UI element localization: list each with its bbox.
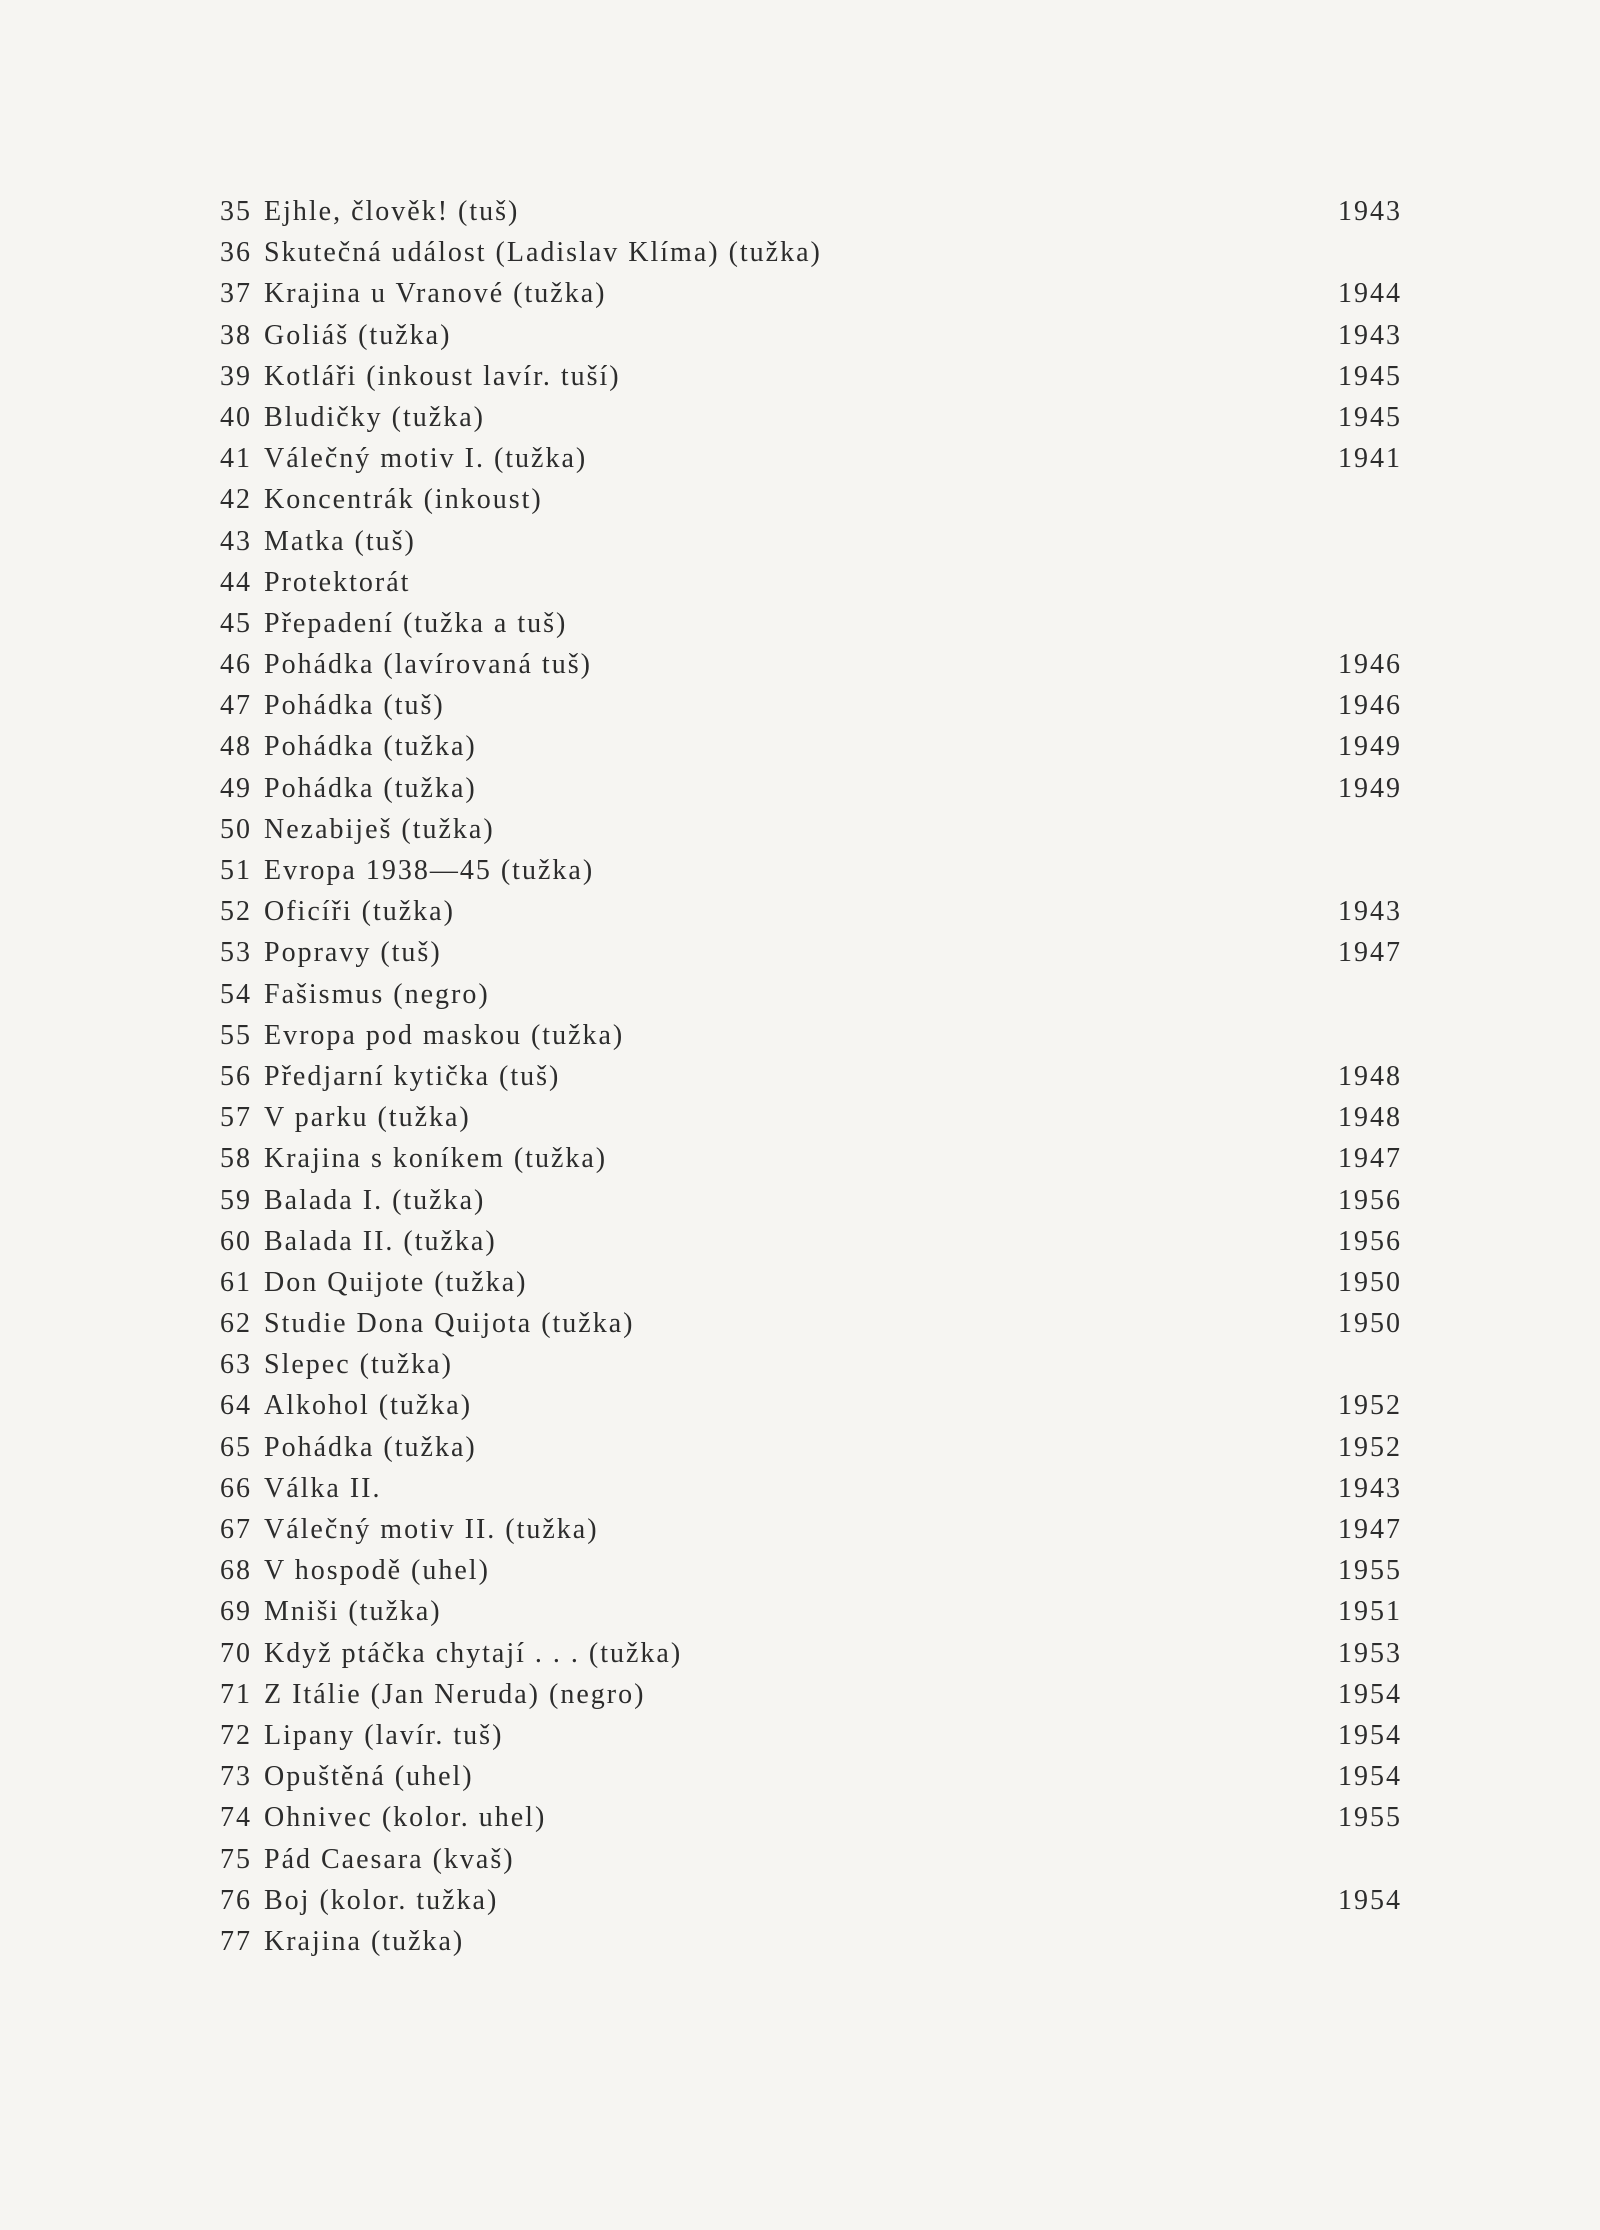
list-item [212, 484, 1412, 525]
entry-title: Alkohol (tužka) [264, 1390, 473, 1422]
entry-number: 63 [220, 1349, 252, 1381]
entry-number: 70 [220, 1637, 252, 1669]
entry-title: Boj (kolor. tužka) [264, 1884, 499, 1916]
list-item [212, 608, 1412, 649]
entry-title: Balada II. (tužka) [264, 1225, 497, 1257]
entry-title: Koncentrák (inkoust) [264, 484, 543, 516]
entry-number: 38 [220, 319, 252, 351]
entry-title: Ejhle, člověk! (tuš) [264, 196, 520, 227]
list-item [212, 1926, 1412, 1967]
entry-number: 47 [220, 690, 252, 722]
entry-number: 75 [220, 1843, 252, 1875]
entry-year: 1955 [1338, 1555, 1402, 1587]
list-item [212, 1349, 1412, 1390]
entry-year: 1952 [1338, 1431, 1402, 1463]
list-item [212, 1802, 1412, 1843]
list-item [212, 196, 1412, 237]
entry-year: 1947 [1338, 1143, 1402, 1175]
entry-year: 1946 [1338, 649, 1402, 681]
list-item [212, 361, 1412, 402]
entry-number: 48 [220, 731, 252, 763]
entry-title: Pád Caesara (kvaš) [264, 1843, 515, 1875]
entry-number: 52 [220, 896, 252, 928]
entry-number: 59 [220, 1184, 252, 1216]
entry-year: 1954 [1338, 1719, 1402, 1751]
entry-number: 39 [220, 360, 252, 392]
list-item [212, 1761, 1412, 1802]
entry-number: 62 [220, 1308, 252, 1340]
entry-year: 1950 [1338, 1308, 1402, 1340]
list-item [212, 278, 1412, 319]
entry-year: 1948 [1338, 1060, 1402, 1092]
list-item [212, 1308, 1412, 1349]
entry-year: 1954 [1338, 1678, 1402, 1710]
entry-title: Popravy (tuš) [264, 937, 442, 969]
entry-title: Pohádka (tuš) [264, 690, 445, 722]
entry-year: 1943 [1338, 896, 1402, 928]
entry-number: 60 [220, 1225, 252, 1257]
entry-number: 49 [220, 772, 252, 804]
list-item [212, 1679, 1412, 1720]
entry-title: Kotláři (inkoust lavír. tuší) [264, 360, 621, 392]
entry-title: V hospodě (uhel) [264, 1555, 490, 1587]
list-item [212, 1390, 1412, 1431]
entry-number: 58 [220, 1143, 252, 1175]
entry-year: 1956 [1338, 1184, 1402, 1216]
entry-number: 56 [220, 1060, 252, 1092]
list-item [212, 1267, 1412, 1308]
entry-number: 42 [220, 484, 252, 516]
list-item [212, 443, 1412, 484]
list-item [212, 1226, 1412, 1267]
list-item [212, 1473, 1412, 1514]
entry-title: Krajina s koníkem (tužka) [264, 1143, 608, 1175]
entry-year: 1943 [1338, 1472, 1402, 1504]
entry-number: 40 [220, 401, 252, 433]
list-item [212, 649, 1412, 690]
entry-year: 1955 [1338, 1802, 1402, 1834]
entry-year: 1949 [1338, 772, 1402, 804]
list-item [212, 1143, 1412, 1184]
entry-number: 72 [220, 1719, 252, 1751]
entry-year: 1944 [1338, 278, 1402, 310]
list-item [212, 937, 1412, 978]
entry-title: Válka II. [264, 1472, 382, 1504]
entry-number: 74 [220, 1802, 252, 1834]
list-item [212, 773, 1412, 814]
entry-number: 51 [220, 855, 252, 886]
entry-number: 76 [220, 1884, 252, 1916]
entry-title: Nezabiješ (tužka) [264, 813, 495, 845]
entry-number: 36 [220, 237, 252, 269]
entry-number: 35 [220, 196, 252, 227]
entry-title: Evropa pod maskou (tužka) [264, 1019, 625, 1051]
entry-year: 1951 [1338, 1596, 1402, 1628]
entry-title: Ohnivec (kolor. uhel) [264, 1802, 547, 1834]
entry-year: 1954 [1338, 1884, 1402, 1916]
entry-number: 44 [220, 566, 252, 598]
entry-year: 1950 [1338, 1266, 1402, 1298]
entry-title: Studie Dona Quijota (tužka) [264, 1308, 635, 1340]
list-item [212, 690, 1412, 731]
entry-title: Když ptáčka chytají . . . (tužka) [264, 1637, 683, 1669]
list-item [212, 1638, 1412, 1679]
entry-title: Pohádka (lavírovaná tuš) [264, 649, 592, 681]
entry-year: 1941 [1338, 443, 1402, 475]
list-item [212, 1185, 1412, 1226]
entry-title: Oficíři (tužka) [264, 896, 455, 928]
entry-number: 43 [220, 525, 252, 557]
list-item [212, 402, 1412, 443]
entry-title: Přepadení (tužka a tuš) [264, 607, 568, 639]
entry-title: Lipany (lavír. tuš) [264, 1719, 504, 1751]
entry-title: Goliáš (tužka) [264, 319, 452, 351]
entry-year: 1949 [1338, 731, 1402, 763]
entry-title: Opuštěná (uhel) [264, 1761, 474, 1793]
list-item [212, 1885, 1412, 1926]
list-item [212, 1061, 1412, 1102]
entry-number: 37 [220, 278, 252, 310]
entry-number: 64 [220, 1390, 252, 1422]
list-item [212, 526, 1412, 567]
entry-title: Balada I. (tužka) [264, 1184, 486, 1216]
list-item [212, 1514, 1412, 1555]
artwork-list [212, 196, 1412, 1967]
list-item [212, 1720, 1412, 1761]
entry-number: 71 [220, 1678, 252, 1710]
entry-year: 1954 [1338, 1761, 1402, 1793]
entry-year: 1945 [1338, 401, 1402, 433]
entry-title: Protektorát [264, 566, 411, 598]
entry-year: 1952 [1338, 1390, 1402, 1422]
entry-title: Z Itálie (Jan Neruda) (negro) [264, 1678, 646, 1710]
entry-number: 68 [220, 1555, 252, 1587]
list-item [212, 1020, 1412, 1061]
entry-number: 67 [220, 1514, 252, 1545]
entry-number: 55 [220, 1019, 252, 1051]
list-item [212, 1596, 1412, 1637]
entry-title: Krajina (tužka) [264, 1925, 465, 1957]
entry-year: 1953 [1338, 1637, 1402, 1669]
entry-year: 1948 [1338, 1102, 1402, 1134]
entry-title: Skutečná událost (Ladislav Klíma) (tužka) [264, 237, 822, 269]
entry-number: 54 [220, 978, 252, 1010]
entry-number: 69 [220, 1596, 252, 1628]
list-item [212, 731, 1412, 772]
entry-number: 57 [220, 1102, 252, 1134]
list-item [212, 1844, 1412, 1885]
list-item [212, 1432, 1412, 1473]
entry-title: Fašismus (negro) [264, 978, 490, 1010]
entry-title: Pohádka (tužka) [264, 1431, 477, 1463]
entry-number: 46 [220, 649, 252, 681]
list-item [212, 979, 1412, 1020]
entry-title: Mniši (tužka) [264, 1596, 442, 1628]
entry-year: 1956 [1338, 1225, 1402, 1257]
list-item [212, 1555, 1412, 1596]
entry-year: 1945 [1338, 360, 1402, 392]
list-item [212, 320, 1412, 361]
list-item [212, 814, 1412, 855]
entry-title: Matka (tuš) [264, 525, 416, 557]
entry-number: 61 [220, 1266, 252, 1298]
entry-number: 45 [220, 607, 252, 639]
entry-year: 1943 [1338, 196, 1402, 227]
list-item [212, 855, 1412, 896]
entry-title: Krajina u Vranové (tužka) [264, 278, 607, 310]
entry-title: Pohádka (tužka) [264, 772, 477, 804]
entry-number: 77 [220, 1925, 252, 1957]
entry-title: Don Quijote (tužka) [264, 1266, 528, 1298]
entry-year: 1947 [1338, 937, 1402, 969]
list-item [212, 567, 1412, 608]
entry-title: Evropa 1938—45 (tužka) [264, 855, 595, 886]
entry-number: 50 [220, 813, 252, 845]
entry-title: V parku (tužka) [264, 1102, 471, 1134]
entry-title: Slepec (tužka) [264, 1349, 453, 1381]
list-item [212, 896, 1412, 937]
entry-number: 73 [220, 1761, 252, 1793]
entry-year: 1946 [1338, 690, 1402, 722]
entry-title: Válečný motiv II. (tužka) [264, 1514, 599, 1545]
entry-title: Pohádka (tužka) [264, 731, 477, 763]
entry-number: 65 [220, 1431, 252, 1463]
entry-number: 66 [220, 1472, 252, 1504]
entry-year: 1947 [1338, 1514, 1402, 1545]
entry-title: Válečný motiv I. (tužka) [264, 443, 588, 475]
entry-title: Bludičky (tužka) [264, 401, 485, 433]
list-item [212, 237, 1412, 278]
entry-year: 1943 [1338, 319, 1402, 351]
entry-title: Předjarní kytička (tuš) [264, 1060, 561, 1092]
entry-number: 53 [220, 937, 252, 969]
entry-number: 41 [220, 443, 252, 475]
list-item [212, 1102, 1412, 1143]
